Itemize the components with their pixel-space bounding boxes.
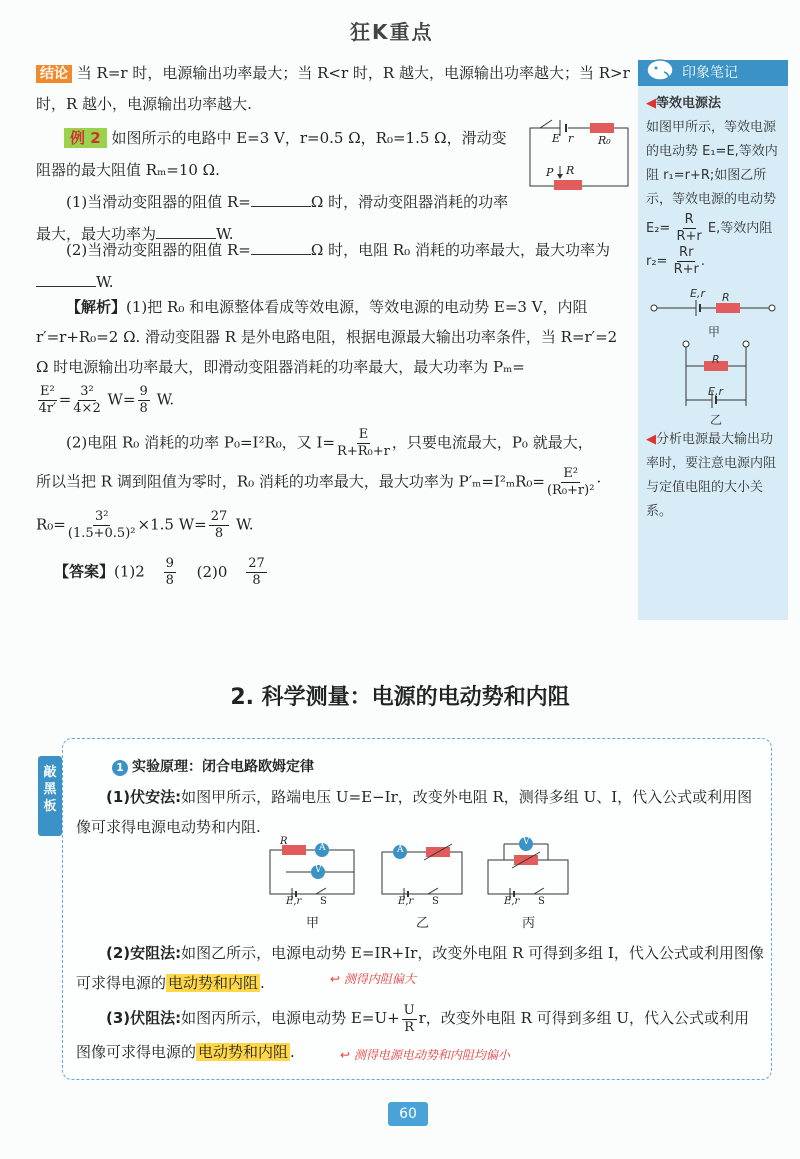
box-tag: 敲黑板 [38,756,62,836]
arrow-icon: ↩ [330,972,341,986]
analysis [36,292,632,589]
circuit-figure-bing: V E,r S 丙 [484,830,576,932]
method-3: (3)伏阻法:如图丙所示，电源电动势 E=U+ $\frac{U}{R}$ r，改变外电阻 R 可得到多组 U，代入公式或利用图像可求得电源的 电动势和内阻 . [76,1002,750,1061]
example-intro: 如图所示的电路中 E=3 V，r=0.5 Ω，R₀=1.5 Ω，滑动变阻器的最大阻值 Rₘ=10 Ω. [36,129,507,179]
fraction: $\frac{\text{3²}}{\text{(1.5+0.5)²}}$ [67,509,136,541]
page-header [350,16,434,45]
analysis-paragraph-4: R₀= $\frac{\text{3²}}{\text{(1.5+0.5)²}}$ ×1.5 W= $\frac{27}{8}$ W. [36,509,254,541]
sidebar-text-1: 如图甲所示，等效电源的电动势 E₁=E,等效内阻 r₁=r+R;如图乙所示，等效电源的电动势 E₂= $\frac{R}{R+r}$ E,等效内阻 r₂= $\frac{Rr}{R+r}$ . [646,120,778,277]
analysis-paragraph-2: (2)电阻 R₀ 消耗的功率 P₀=I²R₀，又 I= $\frac{E}{\text{R+R₀+r}}$ ，只要电流最大，P₀ 就最大， [66,427,593,459]
fraction: $\frac{R}{R+r}$ [676,212,702,244]
circuit-figure-jia: R A V E,r S 甲 [266,836,362,932]
sidebar-figure-jia: E,r R 甲 [646,278,780,338]
question-2: (2)当滑动变阻器的阻值 R= Ω 时，电阻 R₀ 消耗的功率最大，最大功率为W. [36,234,632,298]
method-2: (2)安阻法:如图乙所示，电源电动势 E=IR+Ir，改变外电阻 R 可得到多组 I，代入公式或利用图像可求得电源的 电动势和内阻 . [76,944,764,992]
fraction: $\frac{27}{8}$ [248,556,265,588]
elephant-icon [644,54,676,82]
section-title: 2. 科学测量：电源的电动势和内阻 [230,685,570,710]
arrow-left-icon: ◀ [646,432,656,447]
method-1: (1)伏安法:如图甲所示，路端电压 U=E−Ir，改变外电阻 R，测得多组 U、I，代入公式或利用图像可求得电源电动势和内阻. [76,788,753,836]
circuit-figure-yi: A E,r S 乙 [378,836,468,932]
header-title: 狂K重点 [350,20,434,44]
answer-blank[interactable] [251,242,311,255]
conclusion [36,58,632,119]
handwritten-note-2: ↩ 测得电源电动势和内阻均偏小 [340,1048,510,1062]
fraction: $\frac{\text{3²}}{4\times 2}$ [73,384,101,416]
arrow-icon: ↩ [340,1048,351,1062]
analysis-paragraph-1: 【解析】(1)把 R₀ 和电源整体看成等效电源，等效电源的电动势 E=3 V，内阻 r′=r+R₀=2 Ω. 滑动变阻器 R 是外电路电阻，根据电源最大输出功率条件，当 R=r′=2 Ω 时电源输出功率最大，即滑动变阻器消耗的功率最大，最大功率为 Pₘ= [36,298,618,376]
question-1: (1)当滑动变阻器的阻值 R= Ω 时，滑动变阻器消耗的功率最大，最大功率为 W. [36,193,509,243]
sidebar-heading-2: ◀分析电源最大输出功率时，要注意电源内阻与定值电阻的大小关系。 [646,432,777,519]
conclusion-badge: 结论 [36,65,72,83]
sidebar-heading-1: ◀等效电源法 [646,96,722,111]
highlight: 电动势和内阻 [198,1042,289,1061]
answer-blank[interactable] [36,274,96,287]
box-heading: 1 实验原理：闭合电路欧姆定律 [76,752,764,782]
arrow-left-icon: ◀ [646,96,656,111]
example-2 [36,122,520,250]
example-badge: 例 2 [64,128,107,148]
fraction: $\frac{\text{E²}}{4r'}$ [38,384,57,416]
sidebar-figure-yi: R E,r 乙 [646,338,780,424]
box-content [76,752,764,842]
fraction: $\frac{27}{8}$ [210,509,228,541]
conclusion-text: 当 R=r 时，电源输出功率最大；当 R<r 时，R 越大，电源输出功率越大；当 R>r 时，R 越小，电源输出功率越大. [36,64,630,113]
fraction: $\frac{9}{8}$ [139,384,148,416]
highlight: 电动势和内阻 [168,974,259,992]
fraction: $\frac{U}{R}$ [403,1002,415,1035]
answer-blank[interactable] [251,194,311,207]
sidebar-notes [638,60,788,620]
example-circuit-figure: E r R₀ P R [524,116,634,196]
number-badge: 1 [112,760,128,776]
page-number: 60 [388,1102,428,1126]
handwritten-note-1: ↩ 测得内阻偏大 [330,972,416,986]
sidebar-title: 印象笔记 [682,65,738,81]
fraction: $\frac{Rr}{R+r}$ [673,245,699,277]
fraction: $\frac{E}{\text{R+R₀+r}}$ [337,427,390,459]
fraction: $\frac{9}{8}$ [165,556,174,588]
analysis-formula-1: $\frac{\text{E²}}{4r'}$ = $\frac{\text{3²}}{4\times 2}$ W= $\frac{9}{8}$ W. [38,384,175,416]
fraction: $\frac{\text{E²}}{\text{(R₀+r)²}}$ [546,466,595,498]
analysis-paragraph-3: 所以当把 R 调到阻值为零时，R₀ 消耗的功率最大，最大功率为 P′ₘ=I²ₘR₀= $\frac{\text{E²}}{\text{(R₀+r)²}}$ · [36,466,602,498]
answer-line: 【答案】(1)2 $\frac{9}{8}$ (2)0 $\frac{27}{8}$ [54,556,265,588]
